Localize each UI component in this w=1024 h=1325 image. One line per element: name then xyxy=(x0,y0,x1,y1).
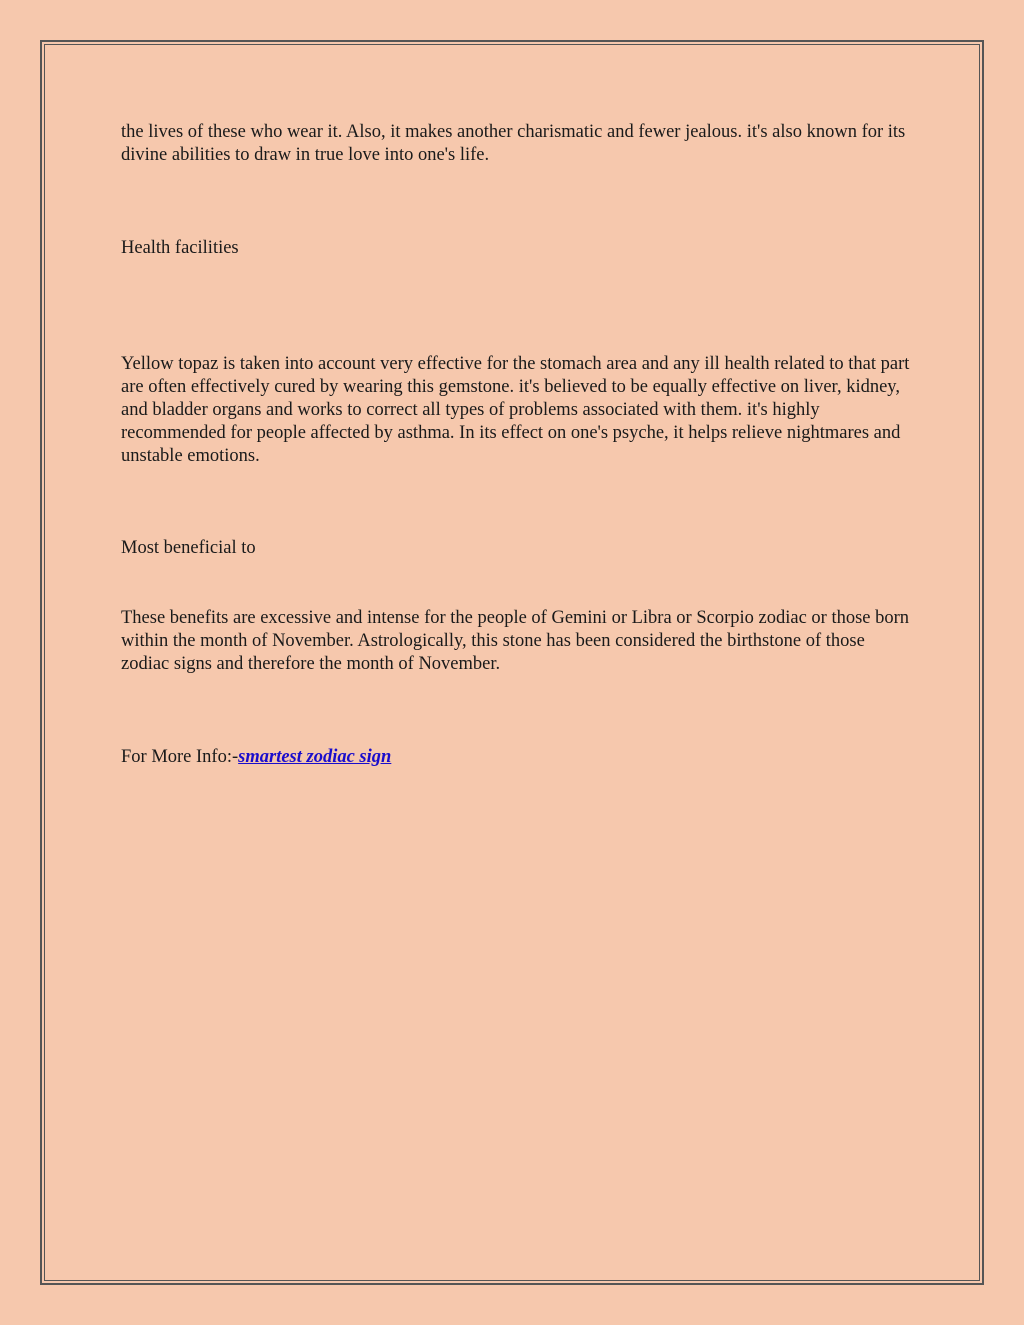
health-paragraph: Yellow topaz is taken into account very effective for the stomach area and any ill health related to that part are often effectively cured by wearing this gemstone. it's believed to be equally effective on liver, kidney, and bladder organs and works to correct all types of problems associated with them. it's highly recommended for people affected by asthma. In its effect on one's psyche, it helps relieve nightmares and unstable emotions. xyxy=(121,354,910,466)
beneficial-heading: Most beneficial to xyxy=(121,538,256,558)
document-body xyxy=(121,121,911,769)
smartest-zodiac-sign-link[interactable]: smartest zodiac sign xyxy=(238,747,392,767)
more-info-line xyxy=(121,746,911,769)
intro-paragraph: the lives of these who wear it. Also, it makes another charismatic and fewer jealous. it's also known for its divine abilities to draw in true love into one's life. xyxy=(121,122,906,165)
more-info-prefix: For More Info:- xyxy=(121,747,239,767)
beneficial-paragraph: These benefits are excessive and intense for the people of Gemini or Libra or Scorpio zodiac or those born within the month of November. Astrologically, this stone has been considered the birthstone of those zodiac signs and therefore the month of November. xyxy=(121,608,910,674)
health-heading: Health facilities xyxy=(121,238,239,258)
